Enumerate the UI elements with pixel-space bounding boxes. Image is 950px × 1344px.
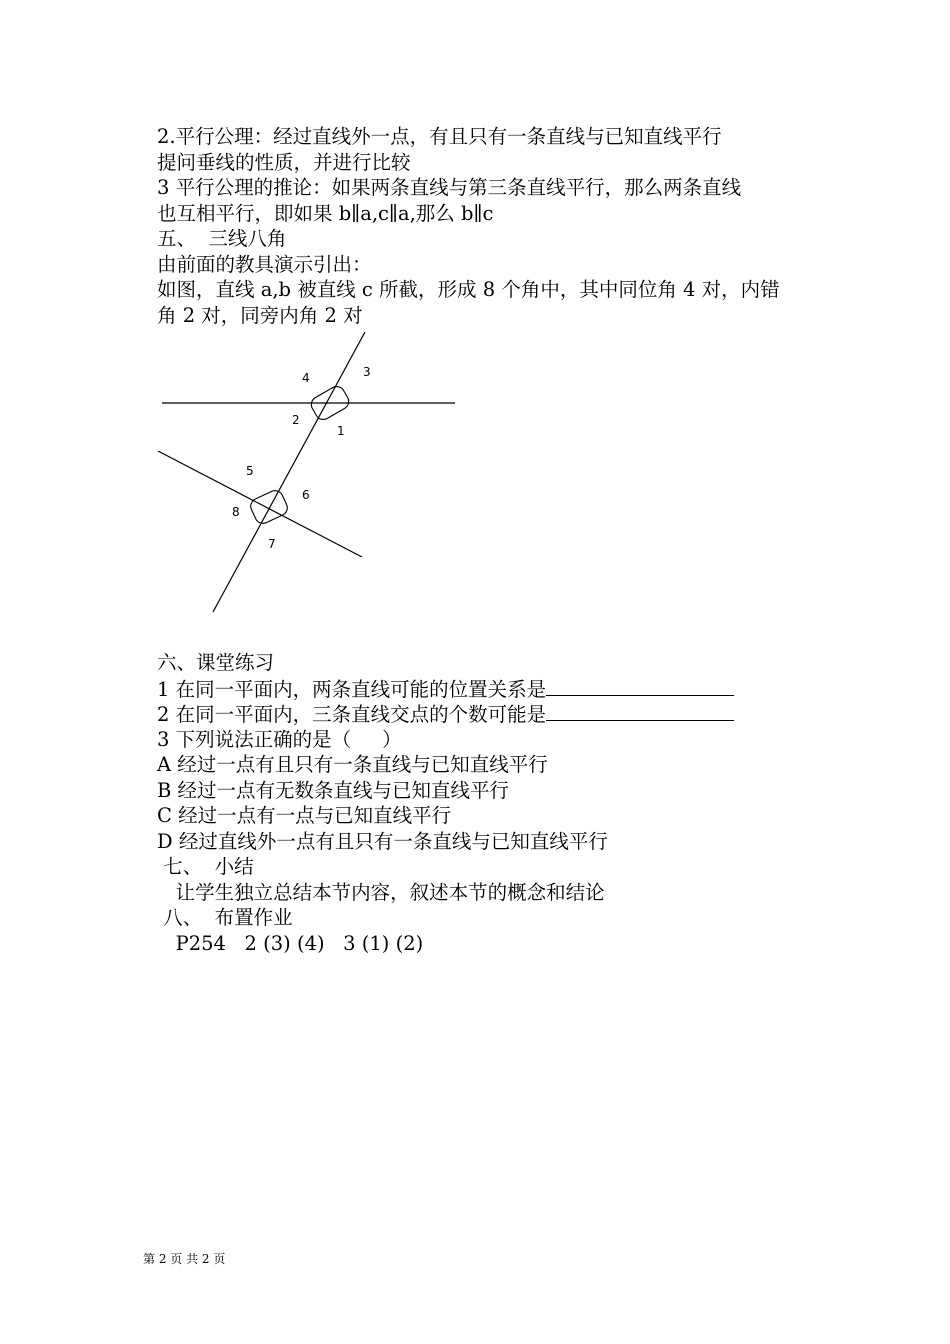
practice-heading: 六、课堂练习 — [157, 651, 275, 674]
question-1 — [157, 676, 837, 702]
practice-section — [157, 650, 837, 956]
parallel-axiom-line: 2.平行公理：经过直线外一点，有且只有一条直线与已知直线平行 — [157, 125, 722, 148]
angle-label-2: 2 — [292, 413, 300, 427]
question-1-text: 1 在同一平面内，两条直线可能的位置关系是 — [157, 677, 547, 701]
section-five-heading: 五、 三线八角 — [157, 227, 287, 250]
angle-label-5: 5 — [246, 464, 254, 478]
corollary-line-1: 3 平行公理的推论：如果两条直线与第三条直线平行，那么两条直线 — [157, 176, 742, 199]
option-c: C 经过一点有一点与已知直线平行 — [157, 804, 452, 827]
angle-label-6: 6 — [302, 488, 310, 502]
answer-blank-2[interactable] — [546, 701, 734, 721]
top-text — [157, 124, 837, 328]
option-a: A 经过一点有且只有一条直线与已知直线平行 — [157, 753, 548, 776]
question-2-text: 2 在同一平面内，三条直线交点的个数可能是 — [157, 703, 547, 726]
homework-text: P254 2 (3) (4) 3 (1) (2) — [157, 931, 424, 955]
angle-mark-bottom — [248, 488, 290, 526]
homework-heading: 八、 布置作业 — [157, 906, 293, 929]
summary-text: 让学生独立总结本节内容，叙述本节的概念和结论 — [157, 880, 605, 904]
angle-label-8: 8 — [232, 505, 240, 519]
line-c — [213, 332, 365, 612]
angle-label-7: 7 — [268, 537, 276, 551]
question-2 — [157, 701, 837, 727]
line-b — [158, 451, 362, 557]
summary-heading: 七、 小结 — [157, 855, 254, 878]
question-line: 提问垂线的性质，并进行比较 — [157, 150, 411, 174]
angle-label-3: 3 — [363, 365, 371, 379]
angle-label-4: 4 — [302, 371, 310, 385]
option-d: D 经过直线外一点有且只有一条直线与已知直线平行 — [157, 829, 608, 853]
angle-label-1: 1 — [337, 424, 345, 438]
question-3: 3 下列说法正确的是（ ） — [157, 727, 402, 751]
intro-line: 由前面的教具演示引出： — [157, 252, 372, 276]
figure-desc-line-1: 如图，直线 a,b 被直线 c 所截，形成 8 个角中，其中同位角 4 对，内错 — [157, 278, 780, 301]
three-lines-eight-angles-figure — [150, 332, 470, 617]
page-footer: 第 2 页 共 2 页 — [143, 1252, 226, 1266]
figure-desc-line-2: 角 2 对，同旁内角 2 对 — [157, 303, 363, 327]
option-b: B 经过一点有无数条直线与已知直线平行 — [157, 778, 510, 802]
corollary-line-2: 也互相平行，即如果 b∥a,c∥a,那么 b∥c — [157, 201, 494, 225]
answer-blank-1[interactable] — [546, 676, 734, 696]
